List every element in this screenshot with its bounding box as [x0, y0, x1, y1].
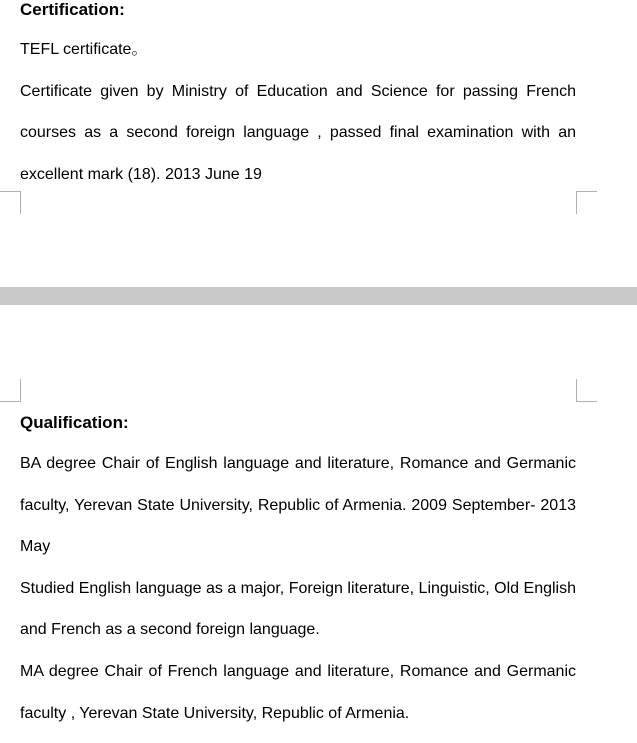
certification-section: [20, 29, 576, 195]
page-separator: [0, 287, 637, 305]
qualification-item-ba: BA degree Chair of English language and literature, Romance and Germanic faculty, Yerevan State University, Republic of Armenia. 2009 September- 2013 May: [20, 455, 576, 556]
certification-heading: Certification:: [20, 0, 125, 19]
certification-item-tefl: TEFL certificate。: [20, 41, 148, 58]
certification-item-french: Certificate given by Ministry of Education and Science for passing French courses as a second foreign language , passed final examination with an excellent mark (18). 2013 June 19: [20, 82, 576, 183]
qualification-heading: Qualification:: [20, 413, 129, 432]
page-corner-mark: [576, 191, 597, 214]
qualification-section: [20, 443, 576, 734]
qualification-item-ma: MA degree Chair of French language and literature, Romance and Germanic faculty , Yerevan State University, Republic of Armenia.: [20, 662, 576, 722]
page-corner-mark: [576, 379, 597, 402]
page-corner-mark: [0, 379, 21, 402]
qualification-item-studied: Studied English language as a major, Foreign literature, Linguistic, Old English and French as a second foreign language.: [20, 579, 576, 639]
page-corner-mark: [0, 191, 21, 214]
